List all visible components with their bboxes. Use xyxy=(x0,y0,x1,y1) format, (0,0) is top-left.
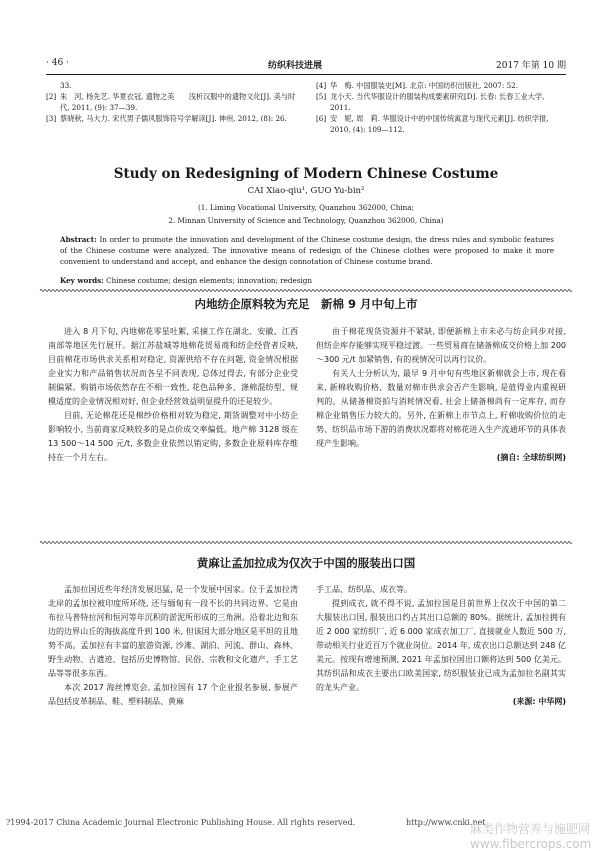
copyright-notice: ?1994-2017 China Academic Journal Electronic Publishing House. All rights reserved. xyxy=(6,818,356,827)
abstract-label: Abstract: xyxy=(60,235,97,244)
english-affiliation-1: (1. Liming Vocational University, Quanzhou 362000, China; xyxy=(198,203,414,212)
keywords-label: Key words: xyxy=(60,276,104,285)
article2-title: 黄麻让孟加拉成为仅次于中国的服装出口国 xyxy=(196,556,416,570)
reference-item: [2] 朱 河, 杨先艺. 华夏衣冠, 遗物之美 浅析汉服中的遗物文化[J]. 美与时代, 2011, (9): 37—39. xyxy=(46,92,296,112)
abstract-text: In order to promote the innovation and development of the Chinese costume design, the dress rules and symbolic features of the Chinese costume were analyzed. The innovative means of redesign of the Chinese clothes were proposed to make it more convenient to understand and accept, and enhance the design connotation of Chinese costume brand. xyxy=(60,235,554,266)
article2-paragraph: 手工品、纺织品、成衣等。 xyxy=(316,585,412,594)
issue-label: 2017 年第 10 期 xyxy=(496,61,566,71)
english-keywords xyxy=(60,275,554,286)
article1-paragraph: 有关人士分析认为, 最早 9 月中旬有些地区新棉就会上市, 现在看来, 新棉收购价格、数量对棉市供求会否产生影响, 是值得业内重视研判的。从储备棉资拍与消耗情况看, 社会上储备棉尚有一定库存, 而存棉企业销售压力较大的。另外, 在新棉上市节点上, 籽棉收购价位的走势、纺织品市场下游的消费状况都将对棉花进入生产流通环节的具体表现产生影响。 xyxy=(316,369,566,448)
article1-paragraph: 目前, 无论棉花还是棉纱价格相对较为稳定, 期货调整对中小纺企影响较小, 当前商家反映较多的是点价成交率偏低。地产棉 3128 级在 13 500～14 500 元/t, 多数企业依然以销定购, 多数企业原料库存维持在一个月左右。 xyxy=(48,411,298,462)
article2-left-column xyxy=(48,583,298,709)
article2-right-column xyxy=(316,583,566,709)
article2-paragraph: 本次 2017 海丝博览会, 孟加拉国有 17 个企业报名参展, 参展产品包括皮革制品、鞋、塑料制品、黄麻 xyxy=(48,683,298,706)
english-abstract xyxy=(60,234,554,267)
article1-left-column xyxy=(48,325,298,465)
section-divider xyxy=(40,288,572,293)
keywords-text: Chinese costume; design elements; innovation; redesign xyxy=(106,276,312,285)
header-rule xyxy=(46,74,566,75)
article2-paragraph: 提到成衣, 就不得不说, 孟加拉国是目前世界上仅次于中国的第二大服装出口国, 服装出口约占其出口总额的 80%。据统计, 孟加拉拥有近 2 000 家纺织厂, 近 6 000 家成衣加工厂, 直接就业人数近 500 万, 带动相关行业近百万个就业岗位。2014 年, 成衣出口总额达到 248 亿美元。按现有增速预测, 2021 年孟加拉国出口额将达到 500 亿美元。其纺织品和成衣主要出口欧美国家, 纺织服装业已成为孟加拉名副其实的龙头产业。 xyxy=(316,599,566,692)
reference-item: [3] 蔡晓秋, 马大力. 宋代男子儒风服饰符号学解读[J]. 神州, 2012, (8): 26. xyxy=(46,114,287,123)
article2-source: (来源: 中华网) xyxy=(512,697,566,706)
article1-source: (摘自: 全球纺织网) xyxy=(496,453,566,462)
watermark: 麻类作物营养与施肥网 www.fibercrops.com xyxy=(470,822,592,851)
reference-item: [4] 华 梅. 中国服装史[M]. 北京: 中国纺织出版社, 2007: 52. xyxy=(316,81,518,90)
english-authors: CAI Xiao-qiu¹, GUO Yu-bin² xyxy=(247,186,365,196)
running-header xyxy=(46,58,566,74)
journal-name: 纺织科技进展 xyxy=(268,61,323,71)
reference-item: [6] 安 妮, 周 莉. 华服设计中的中国传统寓意与现代元素[J]. 纺织学报, 2010, (4): 109—112. xyxy=(316,114,549,134)
english-title: Study on Redesigning of Modern Chinese Costume xyxy=(113,166,499,182)
article1-right-column xyxy=(316,325,566,465)
references-right xyxy=(316,80,566,135)
references xyxy=(46,80,566,155)
article1-paragraph: 进入 8 月下旬, 内地棉花零星吐絮, 采摘工作在湖北、安徽、江西南部等地区先行展开。据江苏盐城等地棉花贸易商和纺企经营者反映, 目前棉花市场供求关系相对稳定, 资源供给不存在问题, 资金情况根据企业实力和产品销售状况而各呈不同表现, 总体过得去, 有部分企业受制偏紧。购销市场依然存在不相一致性, 花色品种多、涤棉混纺型、规模适度的企业情况相对好, 但企业经营效益明显提升的还是较少。 xyxy=(48,327,298,406)
cnki-link[interactable]: http://www.cnki.net xyxy=(406,818,486,827)
article1-paragraph: 由于棉花现货资源并不紧缺, 即便新棉上市未必与纺企同步对接, 但纺企库存能够实现平稳过渡。一些贸易商在储备棉成交价格上加 200～300 元/t 加紧销售, 有的视情况可以再行议价。 xyxy=(316,327,566,364)
reference-item: 33. xyxy=(60,81,72,90)
reference-item: [5] 龙小天. 当代华服设计的服装构成要素研究[D]. 长春: 长春工业大学, 2011. xyxy=(316,92,545,112)
page-number: · 46 · xyxy=(46,58,69,68)
article1-title: 内地纺企原料较为充足 新棉 9 月中旬上市 xyxy=(194,297,418,311)
english-affiliation-2: 2. Minnan University of Science and Technology, Quanzhou 362000, China) xyxy=(168,216,444,225)
article2-paragraph: 孟加拉国近些年经济发展迅猛, 是一个发展中国家。位于孟加拉湾北岸的孟加拉被印度所环绕, 还与缅甸有一段不长的共同边界。它是由布拉马普特拉河和恒河等年沉积的淤泥所形成的三角洲。沿着北边和东边的边界山丘的海拔高度升到 100 米, 但该国大部分地区是平坦的且地势不高。孟加拉有丰富的旅游资源, 沙滩、湖泊、河流、群山、森林、野生动物、古遗迹、包括历史博物馆、民俗、宗教和文化遗产、手工艺品等等很多东西。 xyxy=(48,585,298,678)
references-left xyxy=(46,80,296,124)
section-divider xyxy=(40,540,572,545)
